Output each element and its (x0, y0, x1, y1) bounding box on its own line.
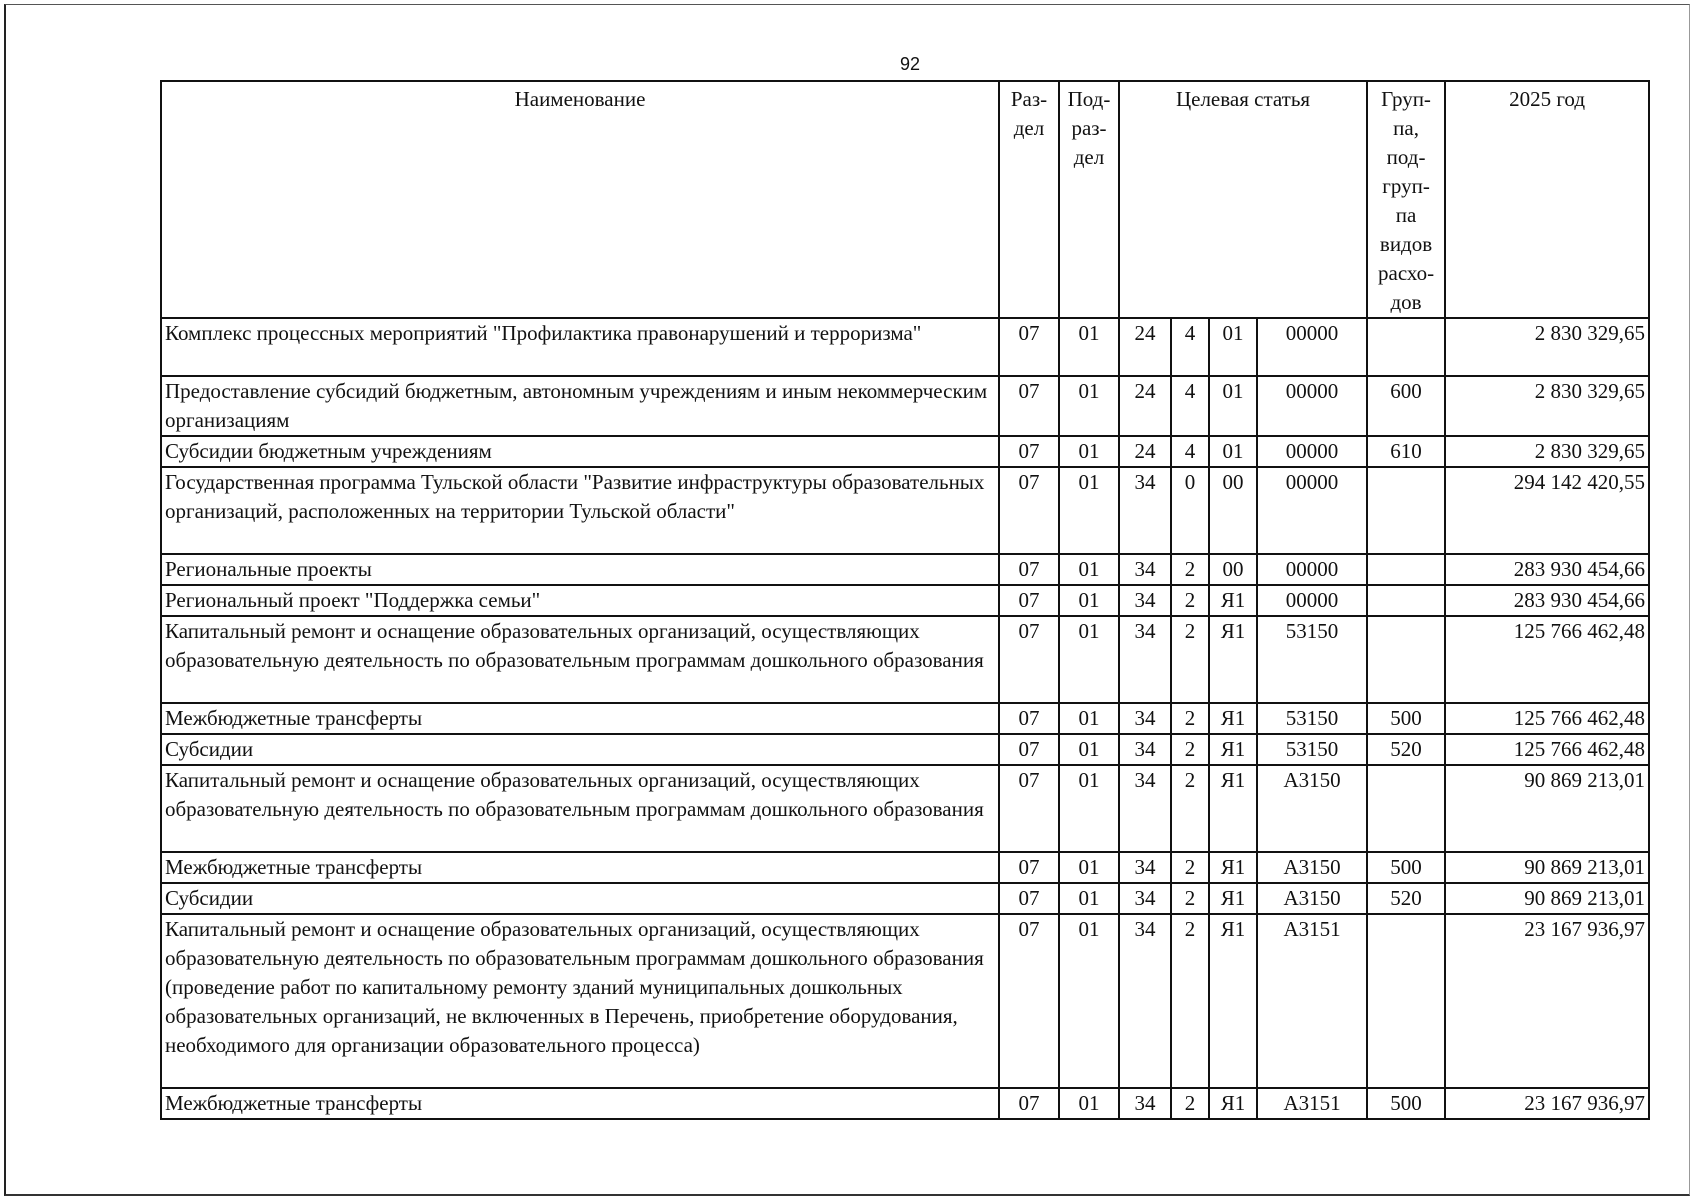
row-expense-group (1367, 318, 1445, 376)
row-section: 07 (999, 734, 1059, 765)
row-target-program: 34 (1119, 852, 1171, 883)
row-target-subprogram: 2 (1171, 734, 1209, 765)
row-expense-group: 610 (1367, 436, 1445, 467)
row-amount: 283 930 454,66 (1445, 554, 1649, 585)
row-target-program: 34 (1119, 914, 1171, 1088)
row-expense-group (1367, 616, 1445, 703)
row-target-direction: 53150 (1257, 703, 1367, 734)
row-section: 07 (999, 436, 1059, 467)
row-target-event: Я1 (1209, 1088, 1257, 1119)
row-target-subprogram: 2 (1171, 585, 1209, 616)
row-subsection: 01 (1059, 852, 1119, 883)
table-row (161, 883, 1649, 914)
row-target-event: Я1 (1209, 734, 1257, 765)
row-target-subprogram: 2 (1171, 703, 1209, 734)
row-expense-group (1367, 467, 1445, 554)
row-target-subprogram: 2 (1171, 1088, 1209, 1119)
row-amount: 2 830 329,65 (1445, 436, 1649, 467)
header-year: 2025 год (1445, 81, 1649, 318)
row-expense-group: 520 (1367, 734, 1445, 765)
table-row (161, 1088, 1649, 1119)
row-name: Межбюджетные трансферты (161, 852, 999, 883)
row-section: 07 (999, 376, 1059, 436)
row-subsection: 01 (1059, 436, 1119, 467)
header-section-text: Раз- дел (1010, 87, 1048, 140)
header-name: Наименование (161, 81, 999, 318)
row-amount: 294 142 420,55 (1445, 467, 1649, 554)
row-expense-group: 500 (1367, 852, 1445, 883)
row-target-program: 34 (1119, 765, 1171, 852)
header-group-text: Груп- па, под- груп- па видов расхо- дов (1378, 87, 1435, 314)
row-name: Капитальный ремонт и оснащение образовательных организаций, осуществляющих образовательную деятельность по образовательным программам дошкольного образования (161, 616, 999, 703)
row-amount: 2 830 329,65 (1445, 376, 1649, 436)
table-row (161, 585, 1649, 616)
row-subsection: 01 (1059, 1088, 1119, 1119)
row-target-subprogram: 2 (1171, 616, 1209, 703)
row-target-direction: А3150 (1257, 852, 1367, 883)
row-name: Межбюджетные трансферты (161, 703, 999, 734)
row-target-program: 34 (1119, 616, 1171, 703)
row-target-program: 24 (1119, 436, 1171, 467)
row-target-program: 34 (1119, 703, 1171, 734)
header-target: Целевая статья (1119, 81, 1367, 318)
row-amount: 90 869 213,01 (1445, 852, 1649, 883)
row-section: 07 (999, 703, 1059, 734)
row-target-event: Я1 (1209, 585, 1257, 616)
row-section: 07 (999, 1088, 1059, 1119)
row-target-program: 24 (1119, 318, 1171, 376)
table-row (161, 703, 1649, 734)
page-number: 92 (899, 54, 921, 74)
row-section: 07 (999, 318, 1059, 376)
row-expense-group (1367, 765, 1445, 852)
row-target-subprogram: 2 (1171, 914, 1209, 1088)
row-name: Комплекс процессных мероприятий "Профилактика правонарушений и терроризма" (161, 318, 999, 376)
row-target-subprogram: 2 (1171, 554, 1209, 585)
row-section: 07 (999, 914, 1059, 1088)
row-name: Региональные проекты (161, 554, 999, 585)
table-row (161, 436, 1649, 467)
row-expense-group: 520 (1367, 883, 1445, 914)
row-target-program: 34 (1119, 467, 1171, 554)
row-target-event: Я1 (1209, 765, 1257, 852)
row-section: 07 (999, 585, 1059, 616)
row-target-direction: А3150 (1257, 883, 1367, 914)
row-amount: 125 766 462,48 (1445, 703, 1649, 734)
row-section: 07 (999, 765, 1059, 852)
row-target-event: 01 (1209, 318, 1257, 376)
row-target-event: 01 (1209, 376, 1257, 436)
row-name: Межбюджетные трансферты (161, 1088, 999, 1119)
row-subsection: 01 (1059, 734, 1119, 765)
row-target-event: 01 (1209, 436, 1257, 467)
header-subsection (1059, 81, 1119, 318)
table-row (161, 467, 1649, 554)
row-target-event: Я1 (1209, 616, 1257, 703)
row-target-direction: 00000 (1257, 467, 1367, 554)
row-target-direction: 00000 (1257, 554, 1367, 585)
row-amount: 90 869 213,01 (1445, 765, 1649, 852)
row-expense-group (1367, 554, 1445, 585)
row-target-subprogram: 4 (1171, 436, 1209, 467)
row-target-subprogram: 4 (1171, 318, 1209, 376)
row-subsection: 01 (1059, 883, 1119, 914)
row-section: 07 (999, 554, 1059, 585)
row-name: Предоставление субсидий бюджетным, автономным учреждениям и иным некоммерческим организациям (161, 376, 999, 436)
row-subsection: 01 (1059, 376, 1119, 436)
row-name: Региональный проект "Поддержка семьи" (161, 585, 999, 616)
row-target-program: 34 (1119, 1088, 1171, 1119)
row-amount: 125 766 462,48 (1445, 734, 1649, 765)
table-row (161, 914, 1649, 1088)
row-target-direction: 00000 (1257, 436, 1367, 467)
table-row (161, 734, 1649, 765)
row-amount: 125 766 462,48 (1445, 616, 1649, 703)
table-row (161, 765, 1649, 852)
row-target-direction: 00000 (1257, 585, 1367, 616)
row-expense-group: 500 (1367, 1088, 1445, 1119)
row-target-program: 34 (1119, 554, 1171, 585)
row-section: 07 (999, 883, 1059, 914)
row-name: Капитальный ремонт и оснащение образовательных организаций, осуществляющих образовательную деятельность по образовательным программам дошкольного образования (проведение работ по капитальному ремонту зданий муниципальных дошкольных образовательных организаций, не включенных в Перечень, приобретение оборудования, необходимого для организации образовательного процесса) (161, 914, 999, 1088)
row-subsection: 01 (1059, 467, 1119, 554)
row-section: 07 (999, 616, 1059, 703)
row-target-direction: 53150 (1257, 734, 1367, 765)
row-expense-group: 500 (1367, 703, 1445, 734)
row-target-direction: А3150 (1257, 765, 1367, 852)
row-target-event: 00 (1209, 467, 1257, 554)
row-target-program: 34 (1119, 585, 1171, 616)
row-target-subprogram: 4 (1171, 376, 1209, 436)
row-subsection: 01 (1059, 914, 1119, 1088)
row-subsection: 01 (1059, 554, 1119, 585)
row-name: Субсидии бюджетным учреждениям (161, 436, 999, 467)
row-subsection: 01 (1059, 765, 1119, 852)
row-name: Государственная программа Тульской области "Развитие инфраструктуры образовательных организаций, расположенных на территории Тульской области" (161, 467, 999, 554)
row-name: Капитальный ремонт и оснащение образовательных организаций, осуществляющих образовательную деятельность по образовательным программам дошкольного образования (161, 765, 999, 852)
row-section: 07 (999, 467, 1059, 554)
header-group (1367, 81, 1445, 318)
row-target-subprogram: 0 (1171, 467, 1209, 554)
row-subsection: 01 (1059, 585, 1119, 616)
row-target-direction: 00000 (1257, 376, 1367, 436)
row-name: Субсидии (161, 734, 999, 765)
row-target-direction: А3151 (1257, 1088, 1367, 1119)
row-target-event: Я1 (1209, 703, 1257, 734)
table-row (161, 318, 1649, 376)
row-target-event: 00 (1209, 554, 1257, 585)
row-amount: 23 167 936,97 (1445, 914, 1649, 1088)
row-target-event: Я1 (1209, 883, 1257, 914)
row-section: 07 (999, 852, 1059, 883)
row-target-direction: 53150 (1257, 616, 1367, 703)
row-expense-group: 600 (1367, 376, 1445, 436)
row-subsection: 01 (1059, 318, 1119, 376)
row-expense-group (1367, 585, 1445, 616)
row-subsection: 01 (1059, 616, 1119, 703)
row-target-subprogram: 2 (1171, 883, 1209, 914)
row-target-event: Я1 (1209, 852, 1257, 883)
row-target-direction: А3151 (1257, 914, 1367, 1088)
table-row (161, 554, 1649, 585)
row-target-subprogram: 2 (1171, 852, 1209, 883)
row-name: Субсидии (161, 883, 999, 914)
row-amount: 283 930 454,66 (1445, 585, 1649, 616)
table-row (161, 616, 1649, 703)
table-row (161, 852, 1649, 883)
row-amount: 23 167 936,97 (1445, 1088, 1649, 1119)
row-amount: 2 830 329,65 (1445, 318, 1649, 376)
header-subsection-text: Под- раз- дел (1067, 87, 1111, 169)
row-target-subprogram: 2 (1171, 765, 1209, 852)
row-amount: 90 869 213,01 (1445, 883, 1649, 914)
row-target-program: 34 (1119, 883, 1171, 914)
table-header-row (161, 81, 1649, 318)
row-expense-group (1367, 914, 1445, 1088)
row-target-event: Я1 (1209, 914, 1257, 1088)
budget-table (160, 80, 1650, 1120)
table-row (161, 376, 1649, 436)
header-section (999, 81, 1059, 318)
row-target-program: 34 (1119, 734, 1171, 765)
row-target-direction: 00000 (1257, 318, 1367, 376)
row-target-program: 24 (1119, 376, 1171, 436)
row-subsection: 01 (1059, 703, 1119, 734)
